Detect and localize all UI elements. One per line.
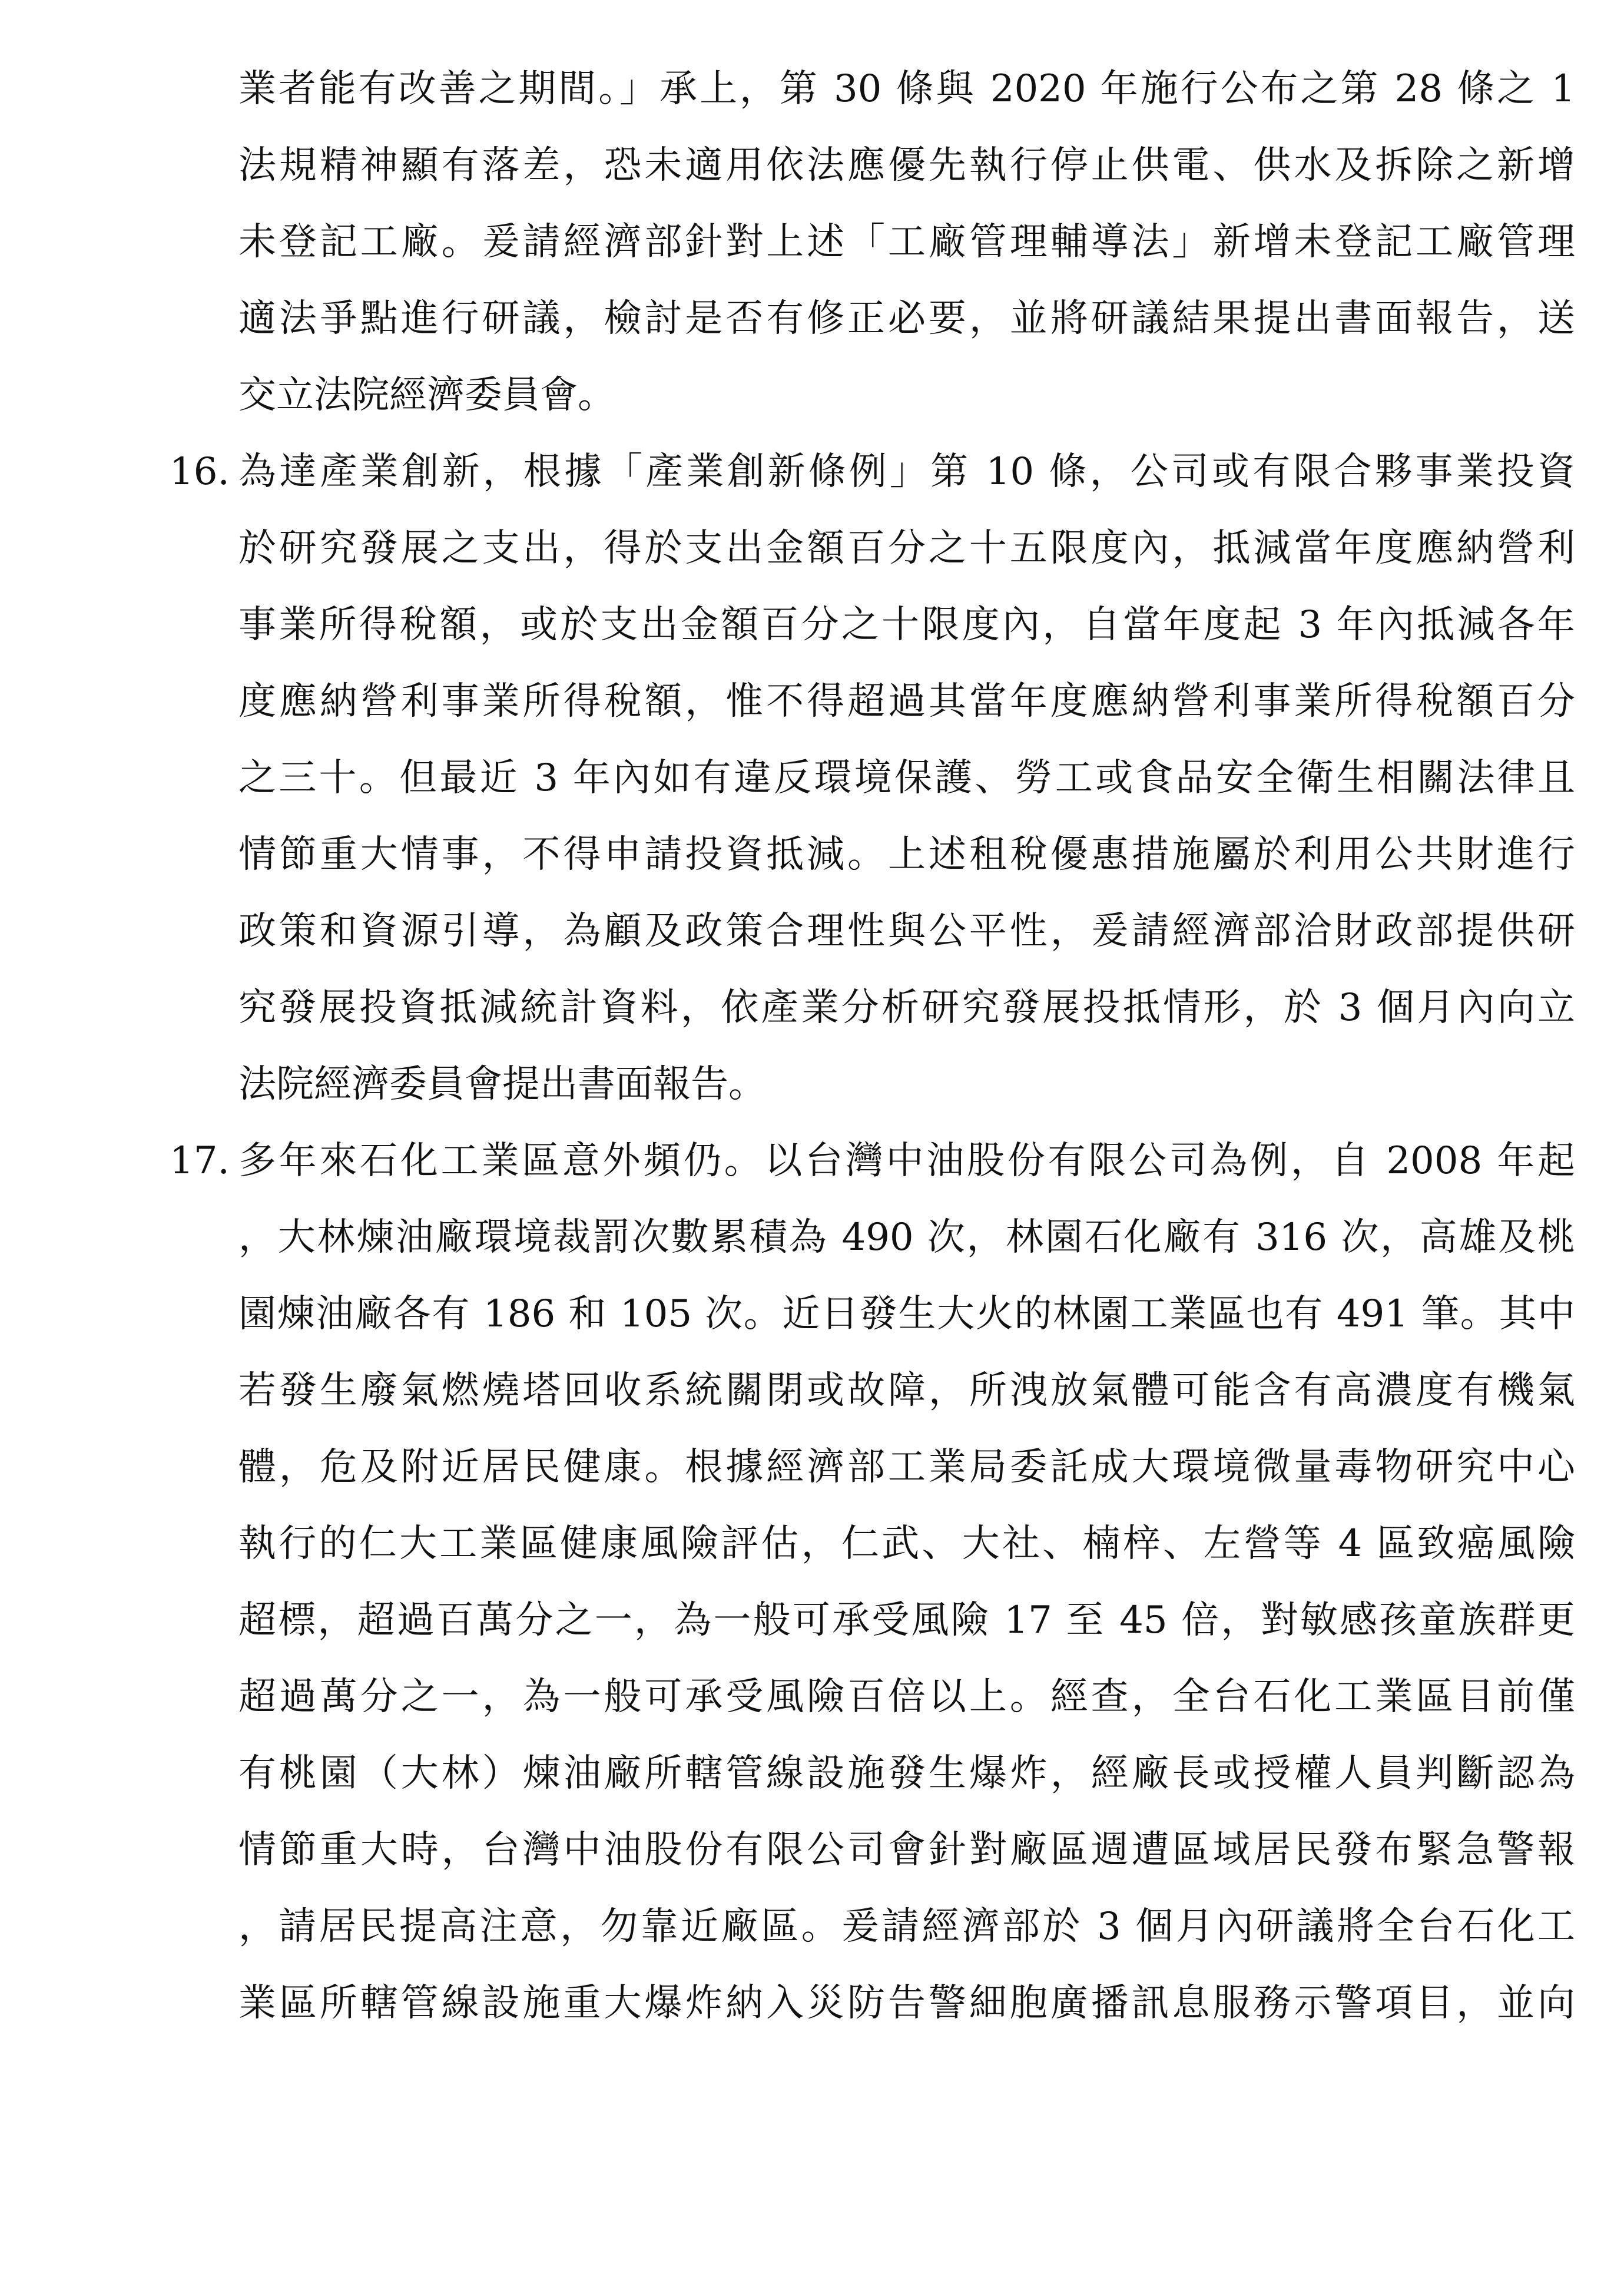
item-number: 16. (170, 450, 230, 494)
text-line: 若發生廢氣燃燒塔回收系統關閉或故障，所洩放氣體可能含有高濃度有機氣 (238, 1369, 1575, 1412)
text-line: 未登記工廠。爰請經濟部針對上述「工廠管理輔導法」新增未登記工廠管理 (238, 220, 1575, 264)
text-line: 究發展投資抵減統計資料，依產業分析研究發展投抵情形，於 3 個月內向立 (238, 986, 1575, 1030)
text-line: ，請居民提高注意，勿靠近廠區。爰請經濟部於 3 個月內研議將全台石化工 (238, 1905, 1575, 1948)
text-line: 超標，超過百萬分之一，為一般可承受風險 17 至 45 倍，對敏感孩童族群更 (238, 1599, 1575, 1642)
text-line: 為達產業創新，根據「產業創新條例」第 10 條，公司或有限合夥事業投資 (238, 450, 1575, 494)
text-line: 於研究發展之支出，得於支出金額百分之十五限度內，抵減當年度應納營利 (238, 527, 1575, 570)
text-line: 業區所轄管線設施重大爆炸納入災防告警細胞廣播訊息服務示警項目，並向 (238, 1981, 1575, 2025)
text-line: 法院經濟委員會提出書面報告。 (238, 1063, 766, 1106)
text-line: 業者能有改善之期間。」承上，第 30 條與 2020 年施行公布之第 28 條之 1 (238, 67, 1575, 111)
text-line: ，大林煉油廠環境裁罰次數累積為 490 次，林園石化廠有 316 次，高雄及桃 (238, 1216, 1575, 1259)
text-line: 情節重大情事，不得申請投資抵減。上述租稅優惠措施屬於利用公共財進行 (238, 833, 1575, 876)
text-line: 事業所得稅額，或於支出金額百分之十限度內，自當年度起 3 年內抵減各年 (238, 603, 1575, 647)
text-line: 交立法院經濟委員會。 (238, 373, 615, 417)
text-line: 適法爭點進行研議，檢討是否有修正必要，並將研議結果提出書面報告，送 (238, 297, 1575, 340)
text-line: 園煉油廠各有 186 和 105 次。近日發生大火的林園工業區也有 491 筆。其中 (238, 1292, 1575, 1336)
text-line: 多年來石化工業區意外頻仍。以台灣中油股份有限公司為例，自 2008 年起 (238, 1139, 1575, 1183)
text-line: 度應納營利事業所得稅額，惟不得超過其當年度應納營利事業所得稅額百分 (238, 680, 1575, 723)
text-line: 體，危及附近居民健康。根據經濟部工業局委託成大環境微量毒物研究中心 (238, 1445, 1575, 1489)
text-line: 情節重大時，台灣中油股份有限公司會針對廠區週遭區域居民發布緊急警報 (238, 1828, 1575, 1872)
text-line: 法規精神顯有落差，恐未適用依法應優先執行停止供電、供水及拆除之新增 (238, 144, 1575, 187)
text-line: 超過萬分之一，為一般可承受風險百倍以上。經查，全台石化工業區目前僅 (238, 1675, 1575, 1719)
text-line: 有桃園（大林）煉油廠所轄管線設施發生爆炸，經廠長或授權人員判斷認為 (238, 1752, 1575, 1795)
text-line: 政策和資源引導，為顧及政策合理性與公平性，爰請經濟部洽財政部提供研 (238, 909, 1575, 953)
item-number: 17. (170, 1139, 230, 1183)
text-line: 之三十。但最近 3 年內如有違反環境保護、勞工或食品安全衛生相關法律且 (238, 756, 1575, 800)
text-line: 執行的仁大工業區健康風險評估，仁武、大社、楠梓、左營等 4 區致癌風險 (238, 1522, 1575, 1566)
